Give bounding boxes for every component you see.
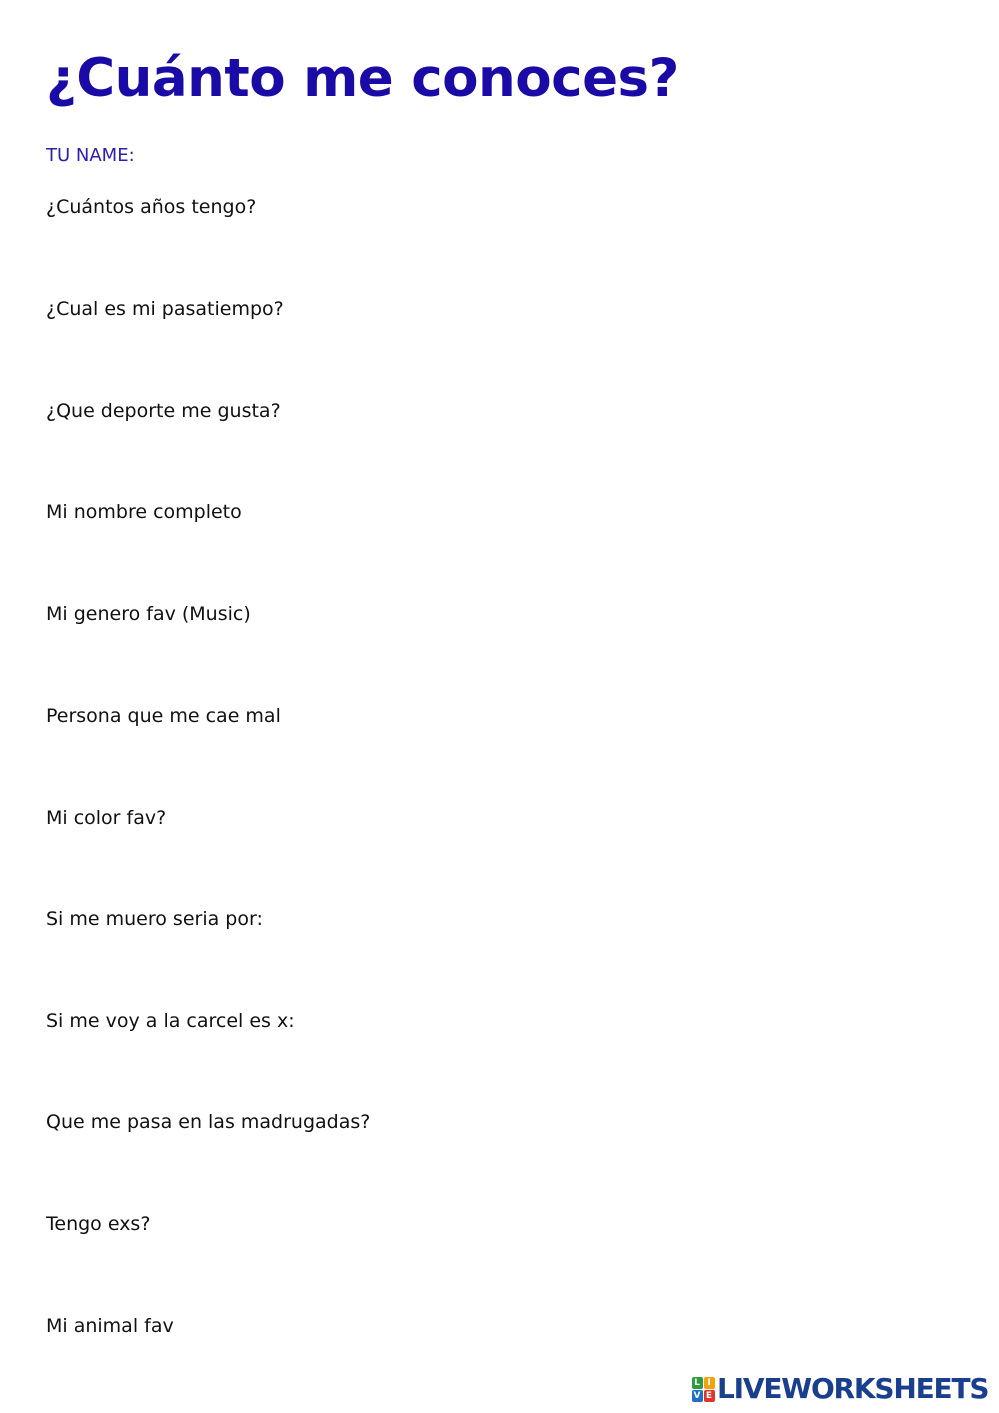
question-favorite-animal: Mi animal fav bbox=[46, 1315, 174, 1337]
question-jail-reason: Si me voy a la carcel es x: bbox=[46, 1010, 295, 1032]
question-sport: ¿Que deporte me gusta? bbox=[46, 400, 281, 422]
liveworksheets-logo bbox=[691, 1374, 988, 1404]
question-cause-of-death: Si me muero seria por: bbox=[46, 908, 263, 930]
logo-mark-cell: V bbox=[692, 1390, 703, 1402]
question-late-night: Que me pasa en las madrugadas? bbox=[46, 1111, 371, 1133]
question-hobby: ¿Cual es mi pasatiempo? bbox=[46, 298, 284, 320]
logo-mark-cell: E bbox=[704, 1390, 715, 1402]
question-full-name: Mi nombre completo bbox=[46, 501, 242, 523]
question-favorite-color: Mi color fav? bbox=[46, 807, 167, 829]
question-music-genre: Mi genero fav (Music) bbox=[46, 603, 251, 625]
worksheet-title: ¿Cuánto me conoces? bbox=[46, 48, 679, 109]
logo-mark-icon bbox=[691, 1376, 715, 1402]
name-label: TU NAME: bbox=[46, 145, 135, 166]
question-age: ¿Cuántos años tengo? bbox=[46, 196, 257, 218]
question-exes: Tengo exs? bbox=[46, 1213, 151, 1235]
logo-mark-cell: L bbox=[692, 1377, 703, 1389]
question-disliked-person: Persona que me cae mal bbox=[46, 705, 281, 727]
logo-text: LIVEWORKSHEETS bbox=[717, 1372, 989, 1405]
logo-mark-cell: I bbox=[704, 1377, 715, 1389]
